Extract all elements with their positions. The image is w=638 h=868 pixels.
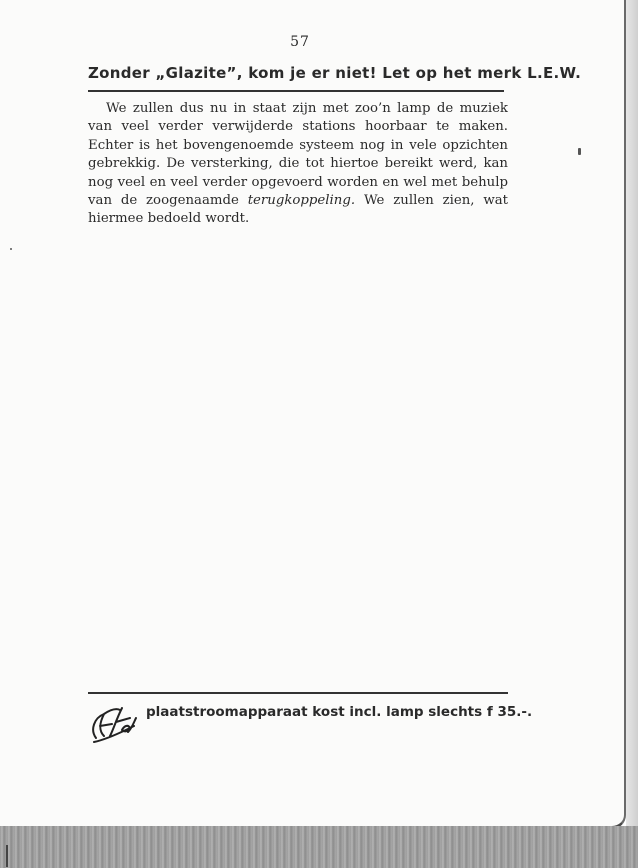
etafoon-logo [86,700,140,748]
running-header: Zonder „Glazite”, kom je er niet! Let op het merk L.E.W. [88,64,582,82]
scan-mark [6,845,8,867]
page-number: 57 [290,34,310,50]
paragraph-text-main: We zullen dus nu in staat zijn met zoo’n lamp de muziek van veel verder verwijderde stations hoorbaar te maken. Echter is het bovengenoemde systeem nog in vele opzichten gebrekkig. De versterking, die tot hiertoe bereikt werd, kan nog veel en veel verder opgevoerd worden en wel met behulp van de zoogenaamde [88,101,508,209]
header-rule [88,90,504,92]
scan-edge-right [626,0,638,830]
footer-rule [88,692,508,694]
scan-speck [578,148,581,155]
italic-term: terugkoppeling. [247,193,356,209]
footer-advertisement: plaatstroomapparaat kost incl. lamp slechts f 35.-. [146,704,533,720]
paragraph-text-end: We zullen zien, wat hiermee bedoeld wordt. [88,193,508,227]
paragraph-text [88,100,508,229]
scan-speck [10,248,12,250]
body-paragraph [88,100,508,229]
scan-edge-bottom [0,826,638,868]
